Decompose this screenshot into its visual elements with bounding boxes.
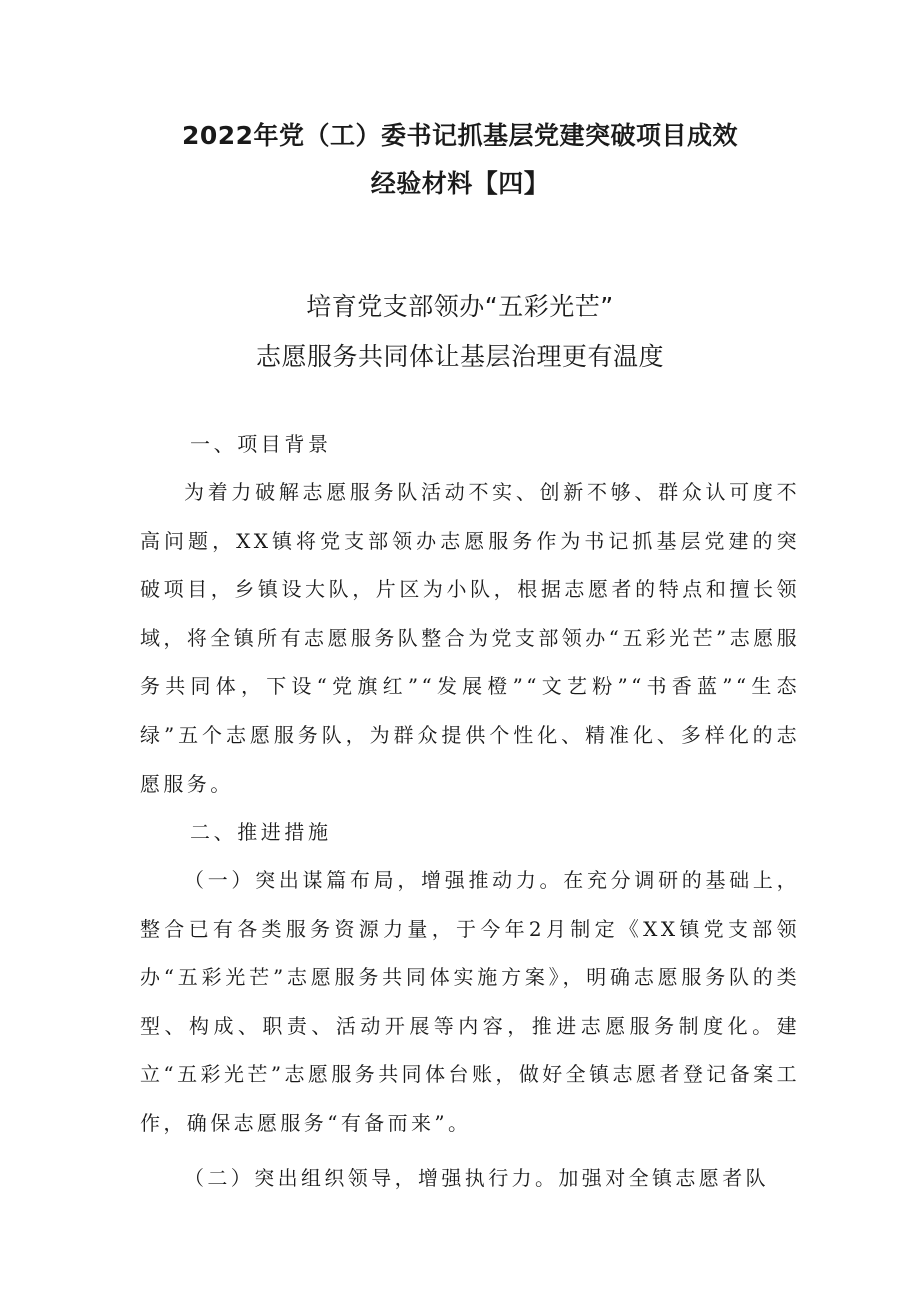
section2-paragraph-2: （二）突出组织领导，增强执行力。加强对全镇志愿者队 (184, 1166, 769, 1190)
section2-paragraph-1: （一）突出谋篇布局，增强推动力。在充分调研的基础上，整合已有各类服务资源力量，于今年2月制定《XX镇党支部领办“五彩光芒”志愿服务共同体实施方案》，明确志愿服务队的类型、构成、职责、活动开展等内容，推进志愿服务制度化。建立“五彩光芒”志愿服务共同体台账，做好全镇志愿者登记备案工作，确保志愿服务“有备而来”。 (140, 868, 800, 1135)
document-subtitle-line2: 志愿服务共同体让基层治理更有温度 (255, 342, 664, 371)
section1-paragraph: 为着力破解志愿服务队活动不实、创新不够、群众认可度不高问题，XX镇将党支部领办志愿服务作为书记抓基层党建的突破项目，乡镇设大队，片区为小队，根据志愿者的特点和擅长领域，将全镇所有志愿服务队整合为党支部领办“五彩光芒”志愿服务共同体，下设“党旗红”“发展橙”“文艺粉”“书香蓝”“生态绿”五个志愿服务队，为群众提供个性化、精准化、多样化的志愿服务。 (140, 480, 800, 796)
section2-heading: 二、推进措施 (190, 820, 332, 844)
document-subtitle-line1: 培育党支部领办“五彩光芒” (306, 292, 614, 321)
document-subtitle (0, 282, 920, 382)
document-title (0, 112, 920, 208)
document-title-line1: 2022年党（工）委书记抓基层党建突破项目成效 (181, 121, 739, 150)
document-title-line2: 经验材料【四】 (370, 169, 550, 198)
section1-heading: 一、项目背景 (190, 432, 332, 456)
